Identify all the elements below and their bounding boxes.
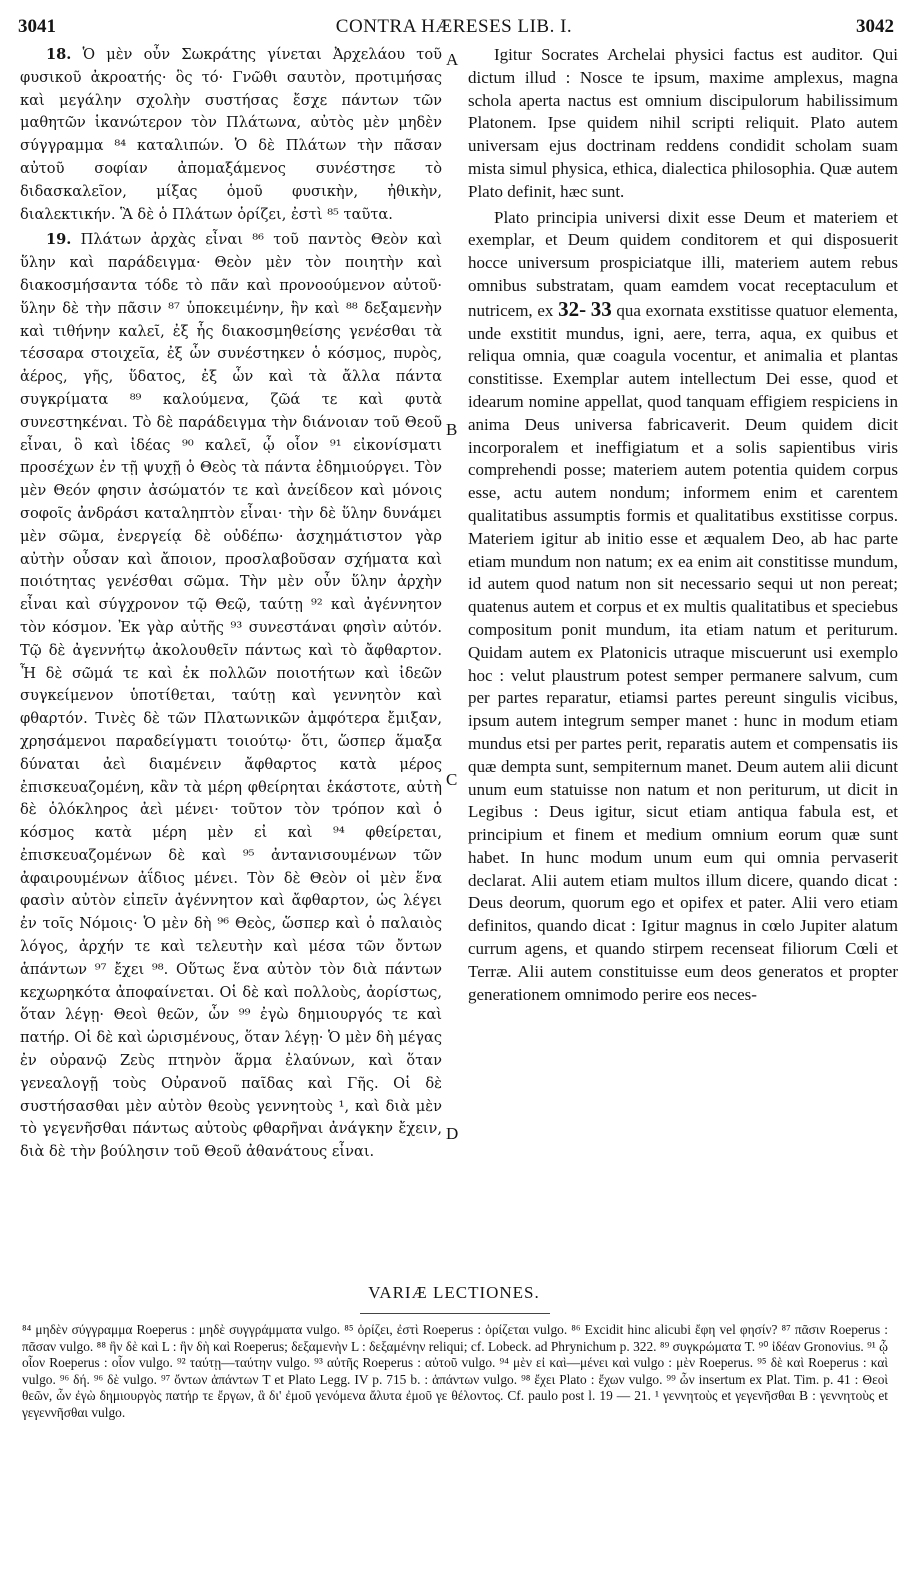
variae-lectiones-text: ⁸⁴ μηδὲν σύγγραμμα Roeperus : μηδὲ συγγράμματα vulgo. ⁸⁵ ὁρίζει, ἐστὶ Roeperus : ὁρίζεται vulgo. ⁸⁶ Excidit hinc alicubi ἔφη vel φησίν? ⁸⁷ πᾶσιν Roeperus : πᾶσαν vulgo. ⁸⁸ ἣν δὲ καὶ L : ἣν δὴ καὶ Roeperus; δεξαμενὴν L : δεξαμένην reliqui; cf. Lobeck. ad Phrynichum p. 322. ⁸⁹ συγκρώματα T. ⁹⁰ ἰδέαν Gronovius. ⁹¹ ᾧ οἷον Roeperus : οἷον vulgo. ⁹² ταύτῃ—ταύτην vulgo. ⁹³ αὐτῆς Roeperus : αὐτοῦ vulgo. ⁹⁴ μὲν εἰ καὶ—μένει καὶ vulgo : μὲν Roeperus. ⁹⁵ δὲ καὶ Roeperus : καὶ vulgo. ⁹⁶ δή. ⁹⁶ δὲ vulgo. ⁹⁷ ὄντων ἁπάντων T et Plato Legg. IV p. 715 b. : ἁπάντων vulgo. ⁹⁸ ἔχει Plato : ἔχων vulgo. ⁹⁹ ὧν insertum ex Plat. Tim. p. 41 : Θεοὶ θεῶν, ὧν ἐγὼ δημιουργὸς πατήρ τε ἔργων, ἃ δι' ἐμοῦ γενόμενα ἄλυτα ἐμοῦ γε θέλοντος. Cf. paulo post l. 19 — 21. ¹ γεννητοὺς et γεγενῆσθαι B : γεννητοὺς et γεγεννῆσθαι vulgo.: [22, 1322, 888, 1420]
latin-paragraph-19: [468, 207, 898, 1007]
latin-paragraph-18: Igitur Socrates Archelai physici factus est auditor. Qui dictum illud : Nosce te ipsum, maxime amplexus, magna schola aperta nactus est omnium discipulorum habilissimum Platonem. Ipse quidem nihil scripti reliquit. Plato autem universam ejus doctrinam reddens condidit scholam suam mista simul physica, ethica, dialectica philosophia. Quæ autem Plato definit, hæc sunt.: [468, 45, 898, 201]
latin-paragraph-19-after: qua exornata exstitisse quatuor elementa, unde exstitit mundus, igni, aere, terra, aqua, ex quibus et reliqua omnia, quæ coagula vocentur, et animalia et plantas constitisse. Exemplar autem intellectum Dei esse, quod et idearum nomine appellat, quod tanquam effigiem respiciens in anima Deus universa fabricaverit. Deum quidem dicit incorporalem et ineffigiatum et a solis sapientibus viris comprehendi posse; materiem autem potentia quidem corpus esse, actu autem nondum; informem enim et carentem qualitatibus assumptis formis et qualitatibus exstitisse corpus. Materiem igitur ab initio esse et æqualem Deo, ab hac parte etiam mundum non natum; ex ea enim ait constitisse mundum, id autem quod natum non sit necessario sequi ut non pereat; quatenus autem et corpus et ex multis qualitatibus et speciebus compositum ponit mundum, ita etiam natum et periturum. Quidam autem ex Platonicis utraque miscuerunt usi exemplo hoc : velut plaustrum potest semper permanere salvum, cum per partes reparatur, etiamsi partes pereunt singulis vicibus, ipsum autem integrum semper manet : hunc in modum etiam mundus etsi per partes perit, reparatis autem et compensatis iis quæ dempta sunt, sempiternum manet. Deum autem alii dicunt unum eum statuisse non natum et non periturum, ut dicit in Legibus : Deus igitur, sicut etiam antiqua fabula est, et principium et finem et medium omnium eorum quæ sunt habet. In hunc modum unum eum qui omnia pervaserit declarat. Alii autem etiam multos illum dicere, quando dicat : Deus deorum, quorum ego et opifex et pater. Alii vero etiam definitos, quando dicat : Igitur magnus in cœlo Jupiter alatum currum agens, et quando stirpem recenseat filiorum Cœli et Terræ. Alii autem constituisse eum deos generatos et propter generationem omnimodo perire eos neces-: [468, 300, 899, 1004]
column-number-32: 32-: [558, 296, 587, 321]
greek-paragraph-18: [20, 44, 442, 226]
margin-letter-b: B: [446, 420, 458, 439]
margin-letter-d: D: [446, 1124, 459, 1143]
greek-column: [20, 44, 442, 1164]
greek-paragraph-18-text: Ὁ μὲν οὖν Σωκράτης γίνεται Ἀρχελάου τοῦ φυσικοῦ ἀκροατής· ὃς τό· Γνῶθι σαυτὸν, προτιμήσας καὶ μεγάλην σχολὴν συστήσας ἔσχε πάντων τῶν μαθητῶν ἱκανώτερον τὸν Πλάτωνα, αὐτὸς μὲν μηδὲν σύγγραμμα ⁸⁴ καταλιπών. Ὁ δὲ Πλάτων τὴν πᾶσαν αὐτοῦ σοφίαν ἀπομαξάμενος συνέστησε τὸ διδασκαλεῖον, μίξας ὁμοῦ φυσικὴν, ἠθικὴν, διαλεκτικήν. Ἃ δὲ ὁ Πλάτων ὁρίζει, ἐστὶ ⁸⁵ ταῦτα.: [20, 46, 443, 223]
section-number-19: 19.: [46, 231, 72, 249]
variae-lectiones-title: VARIÆ LECTIONES.: [368, 1283, 540, 1302]
section-number-18: 18.: [46, 46, 72, 63]
page-number-left: 3041: [18, 16, 56, 37]
running-title: CONTRA HÆRESES LIB. I.: [335, 16, 573, 37]
column-number-33: 33: [590, 296, 612, 321]
page-number-right: 3042: [856, 16, 894, 37]
latin-paragraph-19-before: Plato principia universi dixit esse Deum et materiem et exemplar, et Deum quidem conditorem et qui disposuerit hocce universum prospiciatque illi, materiem autem rebus omnibus substratam, quam eamdem vocat receptaculum et nutricem, ex: [468, 207, 898, 320]
latin-column: [468, 44, 898, 1006]
margin-letter-c: C: [446, 770, 458, 789]
greek-paragraph-19-text: Πλάτων ἀρχὰς εἶναι ⁸⁶ τοῦ παντὸς Θεὸν καὶ ὕλην καὶ παράδειγμα· Θεὸν μὲν τὸν ποιητὴν καὶ διακοσμήσαντα τόδε τὸ πᾶν καὶ προνοούμενον αὐτοῦ· ὕλην δὲ τὴν πᾶσιν ⁸⁷ ὑποκειμένην, ἣν καὶ ⁸⁸ δεξαμενὴν καὶ τιθήνην καλεῖ, ἐξ ἧς διακοσμηθείσης γενέσθαι τὰ τέσσαρα στοιχεῖα, ἐξ ὧν συνέστηκεν ὁ κόσμος, πυρὸς, ἀέρος, γῆς, ὕδατος, ἐξ ὧν καὶ τὰ ἄλλα πάντα συγκρίματα ⁸⁹ καλούμενα, ζῶά τε καὶ φυτὰ συνεστηκέναι. Τὸ δὲ παράδειγμα τὴν διάνοιαν τοῦ Θεοῦ εἶναι, ὃ καὶ ἰδέας ⁹⁰ καλεῖ, ᾧ οἷον ⁹¹ εἰκονίσματι προσέχων ἐν τῇ ψυχῇ ὁ Θεὸς τὰ πάντα ἐδημιούργει. Τὸν μὲν Θεόν φησιν ἀσώματόν τε καὶ ἀνείδεον καὶ μόνοις σοφοῖς ἀνδράσι καταληπτὸν εἶναι· τὴν δὲ ὕλην δυνάμει μὲν σῶμα, ἐνεργείᾳ δὲ οὐδέπω· ἀσχημάτιστον γὰρ αὐτὴν οὖσαν καὶ ἄποιον, προσλαβοῦσαν σχήματα καὶ ποιότητας γενέσθαι σῶμα. Τὴν μὲν οὖν ὕλην ἀρχὴν εἶναι καὶ σύγχρονον τῷ Θεῷ, ταύτῃ ⁹² καὶ ἀγέννητον τὸν κόσμον. Ἐκ γὰρ αὐτῆς ⁹³ συνεστάναι φησὶν αὐτόν. Τῷ δὲ ἀγεννήτῳ ἀκολουθεῖν πάντως καὶ τὸ ἄφθαρτον. Ἧ δὲ σῶμά τε καὶ ἐκ πολλῶν ποιοτήτων καὶ ἰδεῶν συγκείμενον ὑποτίθεται, ταύτῃ καὶ γεννητὸν καὶ φθαρτόν. Τινὲς δὲ τῶν Πλατωνικῶν ἀμφότερα ἔμιξαν, χρησάμενοι παραδείγματι τοιούτῳ· ὅτι, ὥσπερ ἅμαξα δύναται ἀεὶ διαμένειν ἄφθαρτος κατὰ μέρος ἐπισκευαζομένη, κἂν τὰ μέρη φθείρηται ἑκάστοτε, αὐτὴ δὲ ὁλόκληρος ἀεὶ μένει· τοῦτον τὸν τρόπον καὶ ὁ κόσμος κατὰ μέρη μὲν εἰ καὶ ⁹⁴ φθείρεται, ἐπισκευαζομένων δὲ καὶ ⁹⁵ ἀντανισουμένων τῶν ἀφαιρουμένων ἀΐδιος μένει. Τὸν δὲ Θεὸν οἱ μὲν ἕνα φασὶν αὐτὸν εἰπεῖν ἀγέννητον καὶ ἄφθαρτον, ὡς λέγει ἐν τοῖς Νόμοις· Ὁ μὲν δὴ ⁹⁶ Θεὸς, ὥσπερ καὶ ὁ παλαιὸς λόγος, ἀρχήν τε καὶ τελευτὴν καὶ μέσα τῶν ὄντων ἁπάντων ⁹⁷ ἔχει ⁹⁸. Οὕτως ἕνα αὐτὸν τὸν διὰ πάντων κεχωρηκότα ἀποφαίνεται. Οἱ δὲ καὶ πολλοὺς, ἀορίστως, ὅταν λέγῃ· Θεοὶ θεῶν, ὧν ⁹⁹ ἐγὼ δημιουργός τε καὶ πατήρ. Οἱ δὲ καὶ ὡρισμένους, ὅταν λέγῃ· Ὁ μὲν δὴ μέγας ἐν οὐρανῷ Ζεὺς πτηνὸν ἅρμα ἐλαύνων, καὶ ὅταν γενεαλογῇ τοὺς Οὐρανοῦ παῖδας καὶ Γῆς. Οἱ δὲ συστήσασθαι μὲν αὐτὸν θεοὺς γεννητοὺς ¹, καὶ διὰ μὲν τὸ γεγενῆσθαι πάντως αὐτοὺς φθαρῆναι ἀνάγκην ἔχειν, διὰ δὲ τὴν βούλησιν τοῦ Θεοῦ ἀθανάτους εἶναι.: [20, 231, 442, 1161]
running-head: [14, 10, 894, 40]
greek-paragraph-19: [20, 229, 442, 1164]
margin-letter-a: A: [446, 50, 459, 69]
section-rule: [360, 1313, 550, 1314]
